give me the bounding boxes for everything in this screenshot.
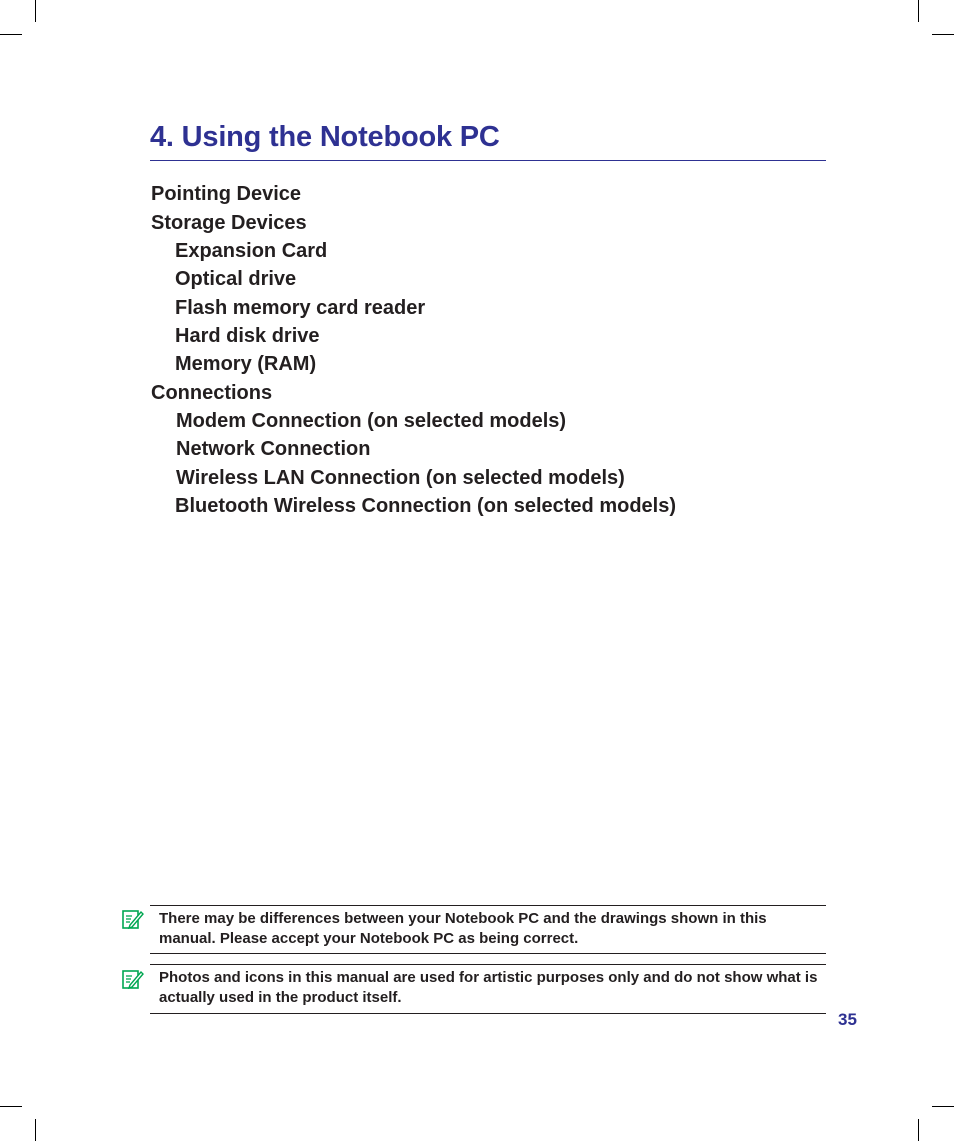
toc-item-network-connection[interactable]: Network Connection: [176, 438, 371, 460]
note-bottom-rule: [150, 1013, 826, 1014]
note-top-rule: [150, 905, 826, 906]
chapter-title: 4. Using the Notebook PC: [150, 121, 500, 153]
note-pencil-icon: [122, 908, 144, 930]
note-bottom-rule: [150, 953, 826, 954]
toc-item-flash-card-reader[interactable]: Flash memory card reader: [175, 297, 426, 319]
note-top-rule: [150, 964, 826, 965]
toc-item-pointing-device[interactable]: Pointing Device: [151, 183, 302, 205]
crop-mark: [932, 34, 954, 35]
title-divider: [150, 160, 826, 161]
toc-item-memory[interactable]: Memory (RAM): [175, 353, 317, 375]
note-text: There may be differences between your Notebook PC and the drawings shown in this manual. Please accept your Notebook PC as being correct.: [159, 910, 767, 947]
toc-item-expansion-card[interactable]: Expansion Card: [175, 240, 328, 262]
crop-mark: [35, 0, 36, 22]
crop-mark: [918, 0, 919, 22]
page-number: 35: [838, 1010, 857, 1029]
note-box: [150, 905, 826, 955]
toc-item-storage-devices[interactable]: Storage Devices: [151, 212, 307, 234]
crop-mark: [0, 1106, 22, 1107]
toc-item-optical-drive[interactable]: Optical drive: [175, 268, 297, 290]
crop-mark: [932, 1106, 954, 1107]
toc-item-modem-connection[interactable]: Modem Connection (on selected models): [176, 410, 567, 432]
note-box: [150, 964, 826, 1014]
toc-item-hard-disk-drive[interactable]: Hard disk drive: [175, 325, 320, 347]
crop-mark: [0, 34, 22, 35]
toc-item-connections[interactable]: Connections: [151, 382, 273, 404]
note-text: Photos and icons in this manual are used for artistic purposes only and do not show what is actually used in the product itself.: [159, 969, 818, 1006]
crop-mark: [35, 1119, 36, 1141]
crop-mark: [918, 1119, 919, 1141]
toc-item-wireless-lan[interactable]: Wireless LAN Connection (on selected models): [176, 467, 625, 489]
note-pencil-icon: [122, 968, 144, 990]
toc-item-bluetooth[interactable]: Bluetooth Wireless Connection (on selected models): [175, 495, 676, 517]
